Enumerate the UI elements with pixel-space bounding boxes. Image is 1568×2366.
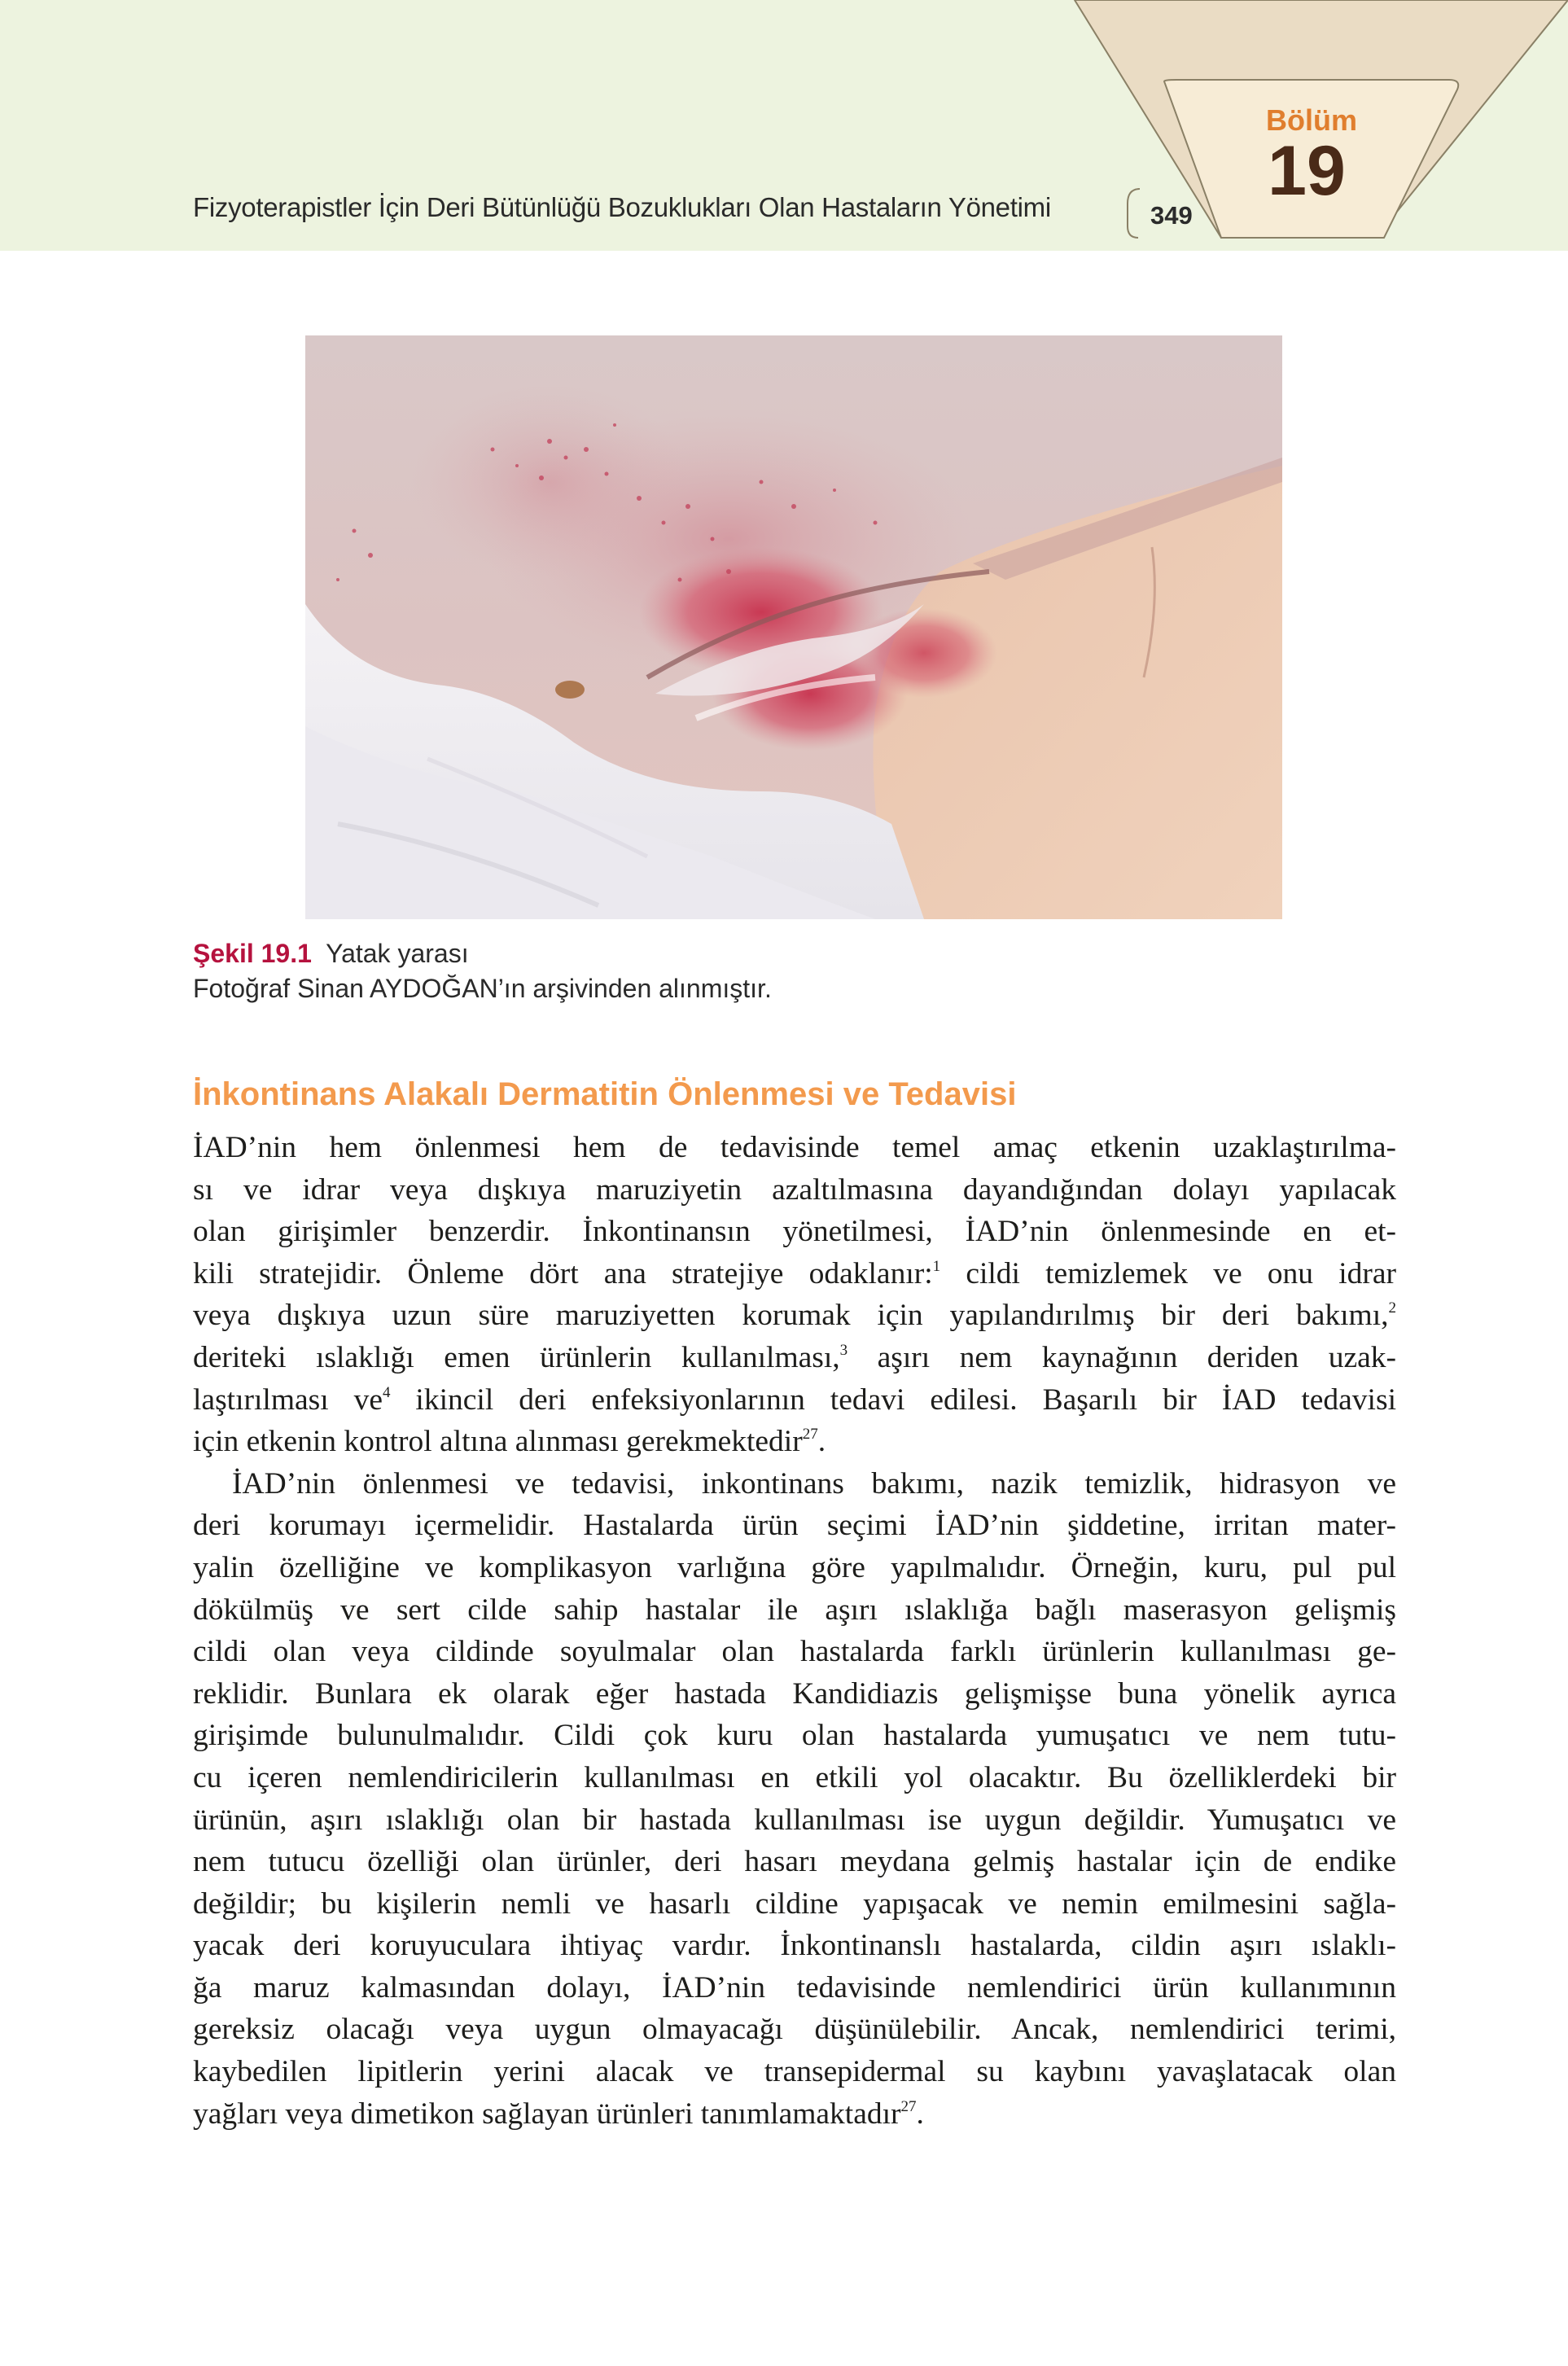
text-line: reklidir. Bunlara ek olarak eğer hastada Kandidiazis gelişmişse buna yönelik ayrıca [193, 1676, 1396, 1711]
text-run: laştırılması ve [193, 1382, 383, 1417]
page-number: 349 [1150, 201, 1193, 230]
text-line: girişimde bulunulmalıdır. Cildi çok kuru olan hastalarda yumuşatıcı ve nem tutu- [193, 1719, 1396, 1753]
figure-label: Şekil [193, 939, 254, 968]
paragraph-1 [193, 1127, 1396, 1463]
figure-caption [193, 936, 1414, 1006]
text-run: . [817, 1425, 826, 1459]
running-title: Fizyoterapistler İçin Deri Bütünlüğü Bozuklukları Olan Hastaların Yönetimi [193, 192, 1051, 222]
text-line: yalin özelliğine ve komplikasyon varlığına göre yapılmalıdır. Örneğin, kuru, pul pul [193, 1550, 1396, 1584]
text-line [193, 1337, 1396, 1379]
text-line [193, 1295, 1396, 1337]
text-line: ğa maruz kalmasından dolayı, İAD’nin tedavisinde nemlendirici ürün kullanımının [193, 1970, 1396, 2005]
text-run: ikincil deri enfeksiyonlarının tedavi edilesi. Başarılı bir İAD tedavisi [390, 1382, 1396, 1417]
reference-superscript: 1 [932, 1257, 941, 1275]
page-number-bracket [1128, 189, 1140, 238]
text-line: deri korumayı içermelidir. Hastalarda ürün seçimi İAD’nin şiddetine, irritan mater- [193, 1509, 1396, 1543]
reference-superscript: 3 [839, 1341, 848, 1359]
text-line: yacak deri koruyuculara ihtiyaç vardır. İnkontinanslı hastalarda, cildin aşırı ıslaklı- [193, 1929, 1396, 1963]
paragraph-2 [193, 1463, 1396, 2136]
reference-superscript: 4 [382, 1383, 391, 1401]
text-line: gereksiz olacağı veya uygun olmayacağı düşünülebilir. Ancak, nemlendirici terimi, [193, 2013, 1396, 2047]
text-line [193, 2093, 1396, 2136]
text-run: aşırı nem kaynağının deriden uzak- [848, 1340, 1396, 1374]
text-line: nem tutucu özelliği olan ürünler, deri hasarı meydana gelmiş hastalar için de endike [193, 1845, 1396, 1879]
text-line: dökülmüş ve sert cilde sahip hastalar ile aşırı ıslaklığa bağlı maserasyon gelişmiş [193, 1593, 1396, 1627]
text-run: kili stratejidir. Önleme dört ana stratejiye odaklanır: [193, 1256, 933, 1290]
figure-title: Yatak yarası [326, 939, 469, 968]
text-line [193, 1253, 1396, 1295]
text-line: ürünün, aşırı ıslaklığı olan bir hastada kullanılması ise uygun değildir. Yumuşatıcı ve [193, 1803, 1396, 1837]
text-line: olan girişimler benzerdir. İnkontinansın yönetilmesi, İAD’nin önlenmesinde en et- [193, 1215, 1396, 1249]
text-run: cildi temizlemek ve onu idrar [940, 1256, 1396, 1290]
text-line: cildi olan veya cildinde soyulmalar olan hastalarda farklı ürünlerin kullanılması ge- [193, 1635, 1396, 1669]
text-line: sı ve idrar veya dışkıya maruziyetin azaltılmasına dayandığından dolayı yapılacak [193, 1172, 1396, 1207]
text-run: deriteki ıslaklığı emen ürünlerin kullanılması, [193, 1340, 840, 1374]
section-heading: İnkontinans Alakalı Dermatitin Önlenmesi ve Tedavisi [193, 1076, 1017, 1112]
chapter-label: Bölüm [1266, 103, 1357, 137]
text-line [193, 1379, 1396, 1422]
text-run: . [916, 2097, 924, 2131]
chapter-number: 19 [1268, 132, 1346, 210]
figure-credit: Fotoğraf Sinan AYDOĞAN’ın arşivinden alınmıştır. [193, 974, 772, 1003]
figure-number: 19.1 [261, 939, 312, 968]
reference-superscript: 27 [802, 1426, 818, 1444]
body-text [193, 1127, 1396, 2135]
reference-superscript: 2 [1388, 1299, 1396, 1317]
text-run: yağları veya dimetikon sağlayan ürünleri tanımlamaktadır [193, 2097, 901, 2131]
text-line: İAD’nin hem önlenmesi hem de tedavisinde temel amaç etkenin uzaklaştırılma- [193, 1131, 1396, 1164]
text-line: cu içeren nemlendiricilerin kullanılması en etkili yol olacaktır. Bu özelliklerdeki bir [193, 1760, 1396, 1794]
text-line: İAD’nin önlenmesi ve tedavisi, inkontinans bakımı, nazik temizlik, hidrasyon ve [232, 1466, 1396, 1501]
reference-superscript: 27 [900, 2097, 917, 2115]
text-line: kaybedilen lipitlerin yerini alacak ve transepidermal su kaybını yavaşlatacak olan [193, 2055, 1396, 2089]
text-line: değildir; bu kişilerin nemli ve hasarlı cildine yapışacak ve nemin emilmesini sağla- [193, 1886, 1396, 1921]
text-run: veya dışkıya uzun süre maruziyetten korumak için yapılandırılmış bir deri bakımı, [193, 1299, 1389, 1333]
text-run: için etkenin kontrol altına alınması gerekmektedir [193, 1425, 803, 1459]
text-line [193, 1421, 1396, 1463]
caption-line-1 [193, 936, 1414, 971]
figure-photo-pressure-ulcer [305, 335, 1282, 919]
